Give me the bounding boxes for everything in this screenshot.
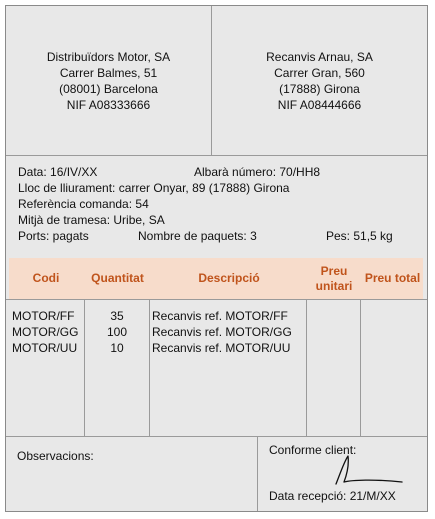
ports-text: Ports: pagats (18, 229, 89, 243)
row-code: MOTOR/GG (12, 325, 79, 339)
row-description: Recanvis ref. MOTOR/FF (152, 309, 288, 323)
row-quantity: 10 (110, 341, 124, 355)
sender-nif: NIF A08333666 (66, 97, 151, 112)
recipient-city: (17888) Girona (279, 81, 360, 96)
column-divider (84, 299, 85, 436)
col-quantity-header: Quantitat (91, 271, 144, 285)
sender-block (6, 6, 212, 155)
recipient-street: Carrer Gran, 560 (274, 65, 365, 80)
weight-text: Pes: 51,5 kg (326, 229, 393, 243)
column-divider (360, 299, 361, 436)
divider (6, 155, 427, 156)
row-quantity: 100 (106, 325, 128, 339)
column-divider (306, 299, 307, 436)
row-code: MOTOR/FF (12, 309, 75, 323)
divider (6, 299, 427, 300)
col-description-header: Descripció (198, 271, 260, 285)
delivery-place: Lloc de lliurament: carrer Onyar, 89 (17888) Girona (18, 181, 290, 195)
observations-label: Observacions: (17, 449, 94, 463)
client-conformity-label: Conforme client: (269, 443, 357, 457)
delivery-note (5, 5, 428, 512)
divider (6, 436, 427, 437)
albara-number: Albarà número: 70/HH8 (194, 165, 321, 179)
sender-street: Carrer Balmes, 51 (59, 65, 158, 80)
recipient-nif: NIF A08444666 (277, 97, 362, 112)
sender-city: (08001) Barcelona (59, 81, 158, 96)
order-reference: Referència comanda: 54 (18, 197, 149, 211)
row-description: Recanvis ref. MOTOR/GG (152, 325, 292, 339)
client-signature (322, 450, 412, 492)
row-description: Recanvis ref. MOTOR/UU (152, 341, 291, 355)
recipient-name: Recanvis Arnau, SA (266, 49, 373, 64)
date-text: Data: 16/IV/XX (18, 165, 98, 179)
row-quantity: 35 (110, 309, 124, 323)
sender-name: Distribuïdors Motor, SA (46, 49, 171, 64)
reception-date: Data recepció: 21/M/XX (269, 489, 396, 503)
row-code: MOTOR/UU (12, 341, 78, 355)
col-unit-price-header: Preu unitari (315, 263, 353, 293)
footer-divider (257, 436, 258, 511)
column-divider (149, 299, 150, 436)
table-header (9, 258, 423, 299)
package-count: Nombre de paquets: 3 (138, 229, 257, 243)
recipient-block (212, 6, 427, 155)
col-code-header: Codi (32, 271, 60, 285)
col-total-price-header: Preu total (364, 271, 421, 285)
transport-method: Mitjà de tramesa: Uribe, SA (18, 213, 165, 227)
